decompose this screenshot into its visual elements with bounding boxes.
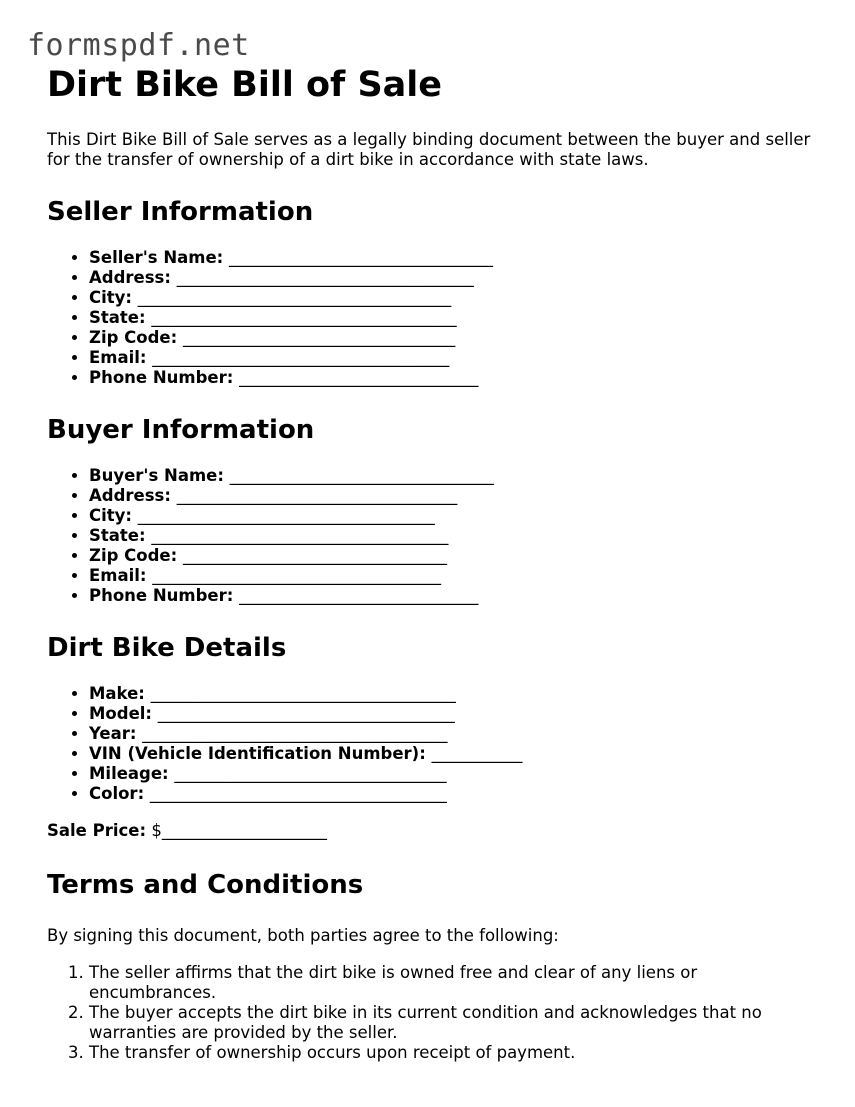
seller-section-heading: Seller Information [47, 197, 314, 227]
buyer-phone-field[interactable]: • Phone Number: _____________________________ [89, 586, 827, 606]
buyer-name-field[interactable]: • Buyer's Name: ________________________________ [89, 466, 827, 486]
buyer-fields-list [47, 466, 827, 606]
seller-city-field[interactable]: • City: ______________________________________ [89, 288, 827, 308]
bike-make-field[interactable]: • Make: _____________________________________ [89, 684, 827, 704]
page-title: Dirt Bike Bill of Sale [47, 65, 443, 105]
buyer-section-heading: Buyer Information [47, 415, 315, 445]
buyer-zip-field[interactable]: • Zip Code: ________________________________ [89, 546, 827, 566]
seller-fields-list [47, 248, 827, 388]
document-body [47, 56, 827, 1063]
terms-intro: By signing this document, both parties agree to the following: [47, 926, 559, 945]
sale-price-label: Sale Price: [47, 821, 147, 840]
seller-zip-field[interactable]: • Zip Code: _________________________________ [89, 328, 827, 348]
bike-model-field[interactable]: • Model: ____________________________________ [89, 704, 827, 724]
bike-vin-field[interactable]: • VIN (Vehicle Identification Number): ___________ [89, 744, 827, 764]
sale-price-value[interactable]: $____________________ [151, 821, 327, 840]
seller-phone-field[interactable]: • Phone Number: _____________________________ [89, 368, 827, 388]
terms-item: 2. The buyer accepts the dirt bike in its current condition and acknowledges that no warranties are provided by the seller. [89, 1003, 827, 1043]
watermark-logo: formspdf.net [27, 28, 250, 63]
terms-item: 1. The seller affirms that the dirt bike is owned free and clear of any liens or encumbrances. [89, 963, 827, 1003]
buyer-email-field[interactable]: • Email: ___________________________________ [89, 566, 827, 586]
intro-paragraph: This Dirt Bike Bill of Sale serves as a legally binding document between the buyer and seller for the transfer of ownership of a dirt bike in accordance with state laws. [47, 130, 811, 169]
seller-email-field[interactable]: • Email: ____________________________________ [89, 348, 827, 368]
bike-section-heading: Dirt Bike Details [47, 633, 287, 663]
bike-fields-list [47, 684, 827, 804]
seller-state-field[interactable]: • State: _____________________________________ [89, 308, 827, 328]
buyer-city-field[interactable]: • City: ____________________________________ [89, 506, 827, 526]
bike-year-field[interactable]: • Year: _____________________________________ [89, 724, 827, 744]
bike-mileage-field[interactable]: • Mileage: _________________________________ [89, 764, 827, 784]
terms-item: 3. The transfer of ownership occurs upon receipt of payment. [89, 1043, 827, 1063]
bike-color-field[interactable]: • Color: ____________________________________ [89, 784, 827, 804]
seller-address-field[interactable]: • Address: ____________________________________ [89, 268, 827, 288]
buyer-address-field[interactable]: • Address: __________________________________ [89, 486, 827, 506]
terms-list [47, 963, 827, 1063]
seller-name-field[interactable]: • Seller's Name: ________________________________ [89, 248, 827, 268]
buyer-state-field[interactable]: • State: ____________________________________ [89, 526, 827, 546]
sale-price-field[interactable] [47, 821, 827, 841]
terms-section-heading: Terms and Conditions [47, 870, 364, 900]
